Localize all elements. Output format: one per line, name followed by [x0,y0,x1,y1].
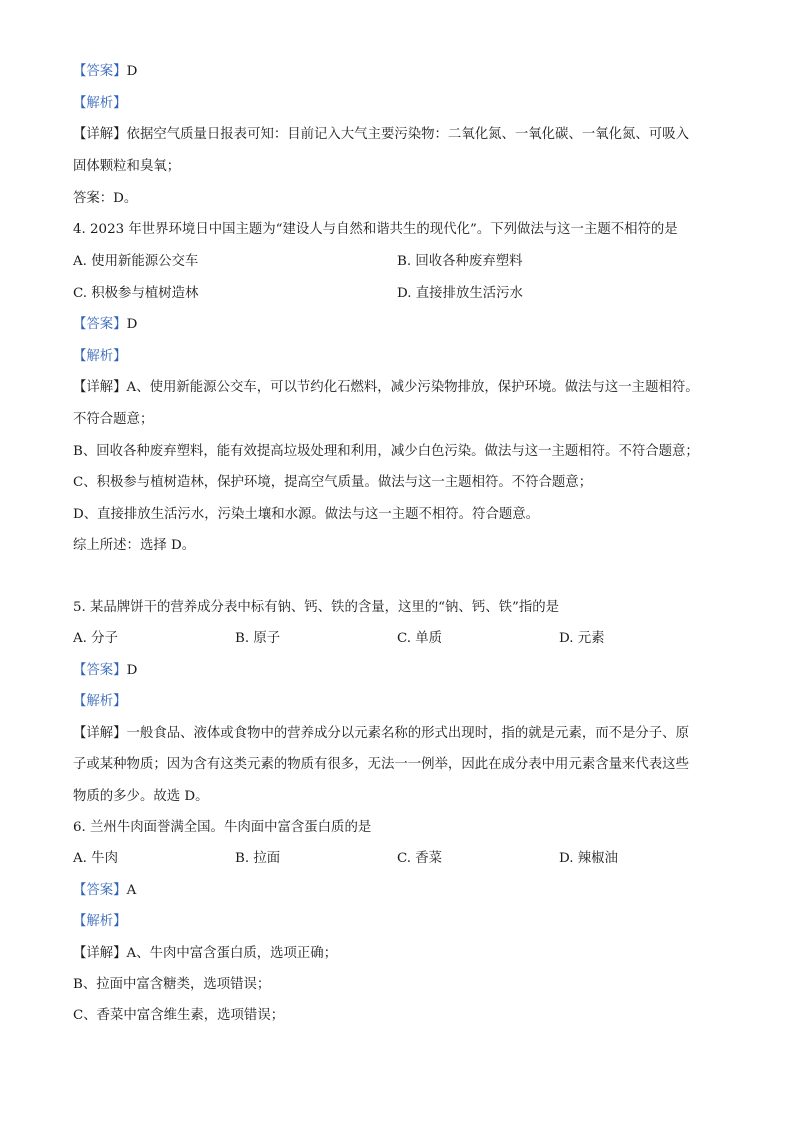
answer-option: D. 辣椒油 [559,851,618,866]
section-tag: 【答案】 [73,663,127,678]
answer-option: B. 原子 [235,631,281,646]
text-line [73,505,539,525]
answer-option: C. 积极参与植树造林 [73,286,199,301]
line-text: D [126,64,138,79]
section-tag: 【解析】 [73,96,127,111]
section-tag: 【解析】 [73,349,127,364]
text-line [73,724,689,744]
line-text: 【详解】A、牛肉中富含蛋白质，选项正确； [73,946,338,961]
line-text: 【详解】一般食品、液体或食物中的营养成分以元素名称的形式出现时，指的就是元素，而不是分子、原 [73,726,689,741]
line-text: 6. 兰州牛肉面誉满全国。牛肉面中富含蛋白质的是 [73,820,372,835]
line-text: D、直接排放生活污水，污染土壤和水源。做法与这一主题不相符。符合题意。 [73,507,540,522]
line-text: 物质的多少。故选 D。 [73,789,209,804]
section-tag: 【答案】 [73,317,127,332]
section-tag: 【解析】 [73,694,127,709]
section-tag: 【答案】 [73,64,127,79]
text-line [73,62,137,82]
text-line [73,347,127,367]
text-line [73,536,195,556]
text-line [73,661,137,681]
answer-option: C. 单质 [397,631,443,646]
section-tag: 【答案】 [73,883,127,898]
text-line [73,315,137,335]
line-text: 子或某种物质；因为含有这类元素的物质有很多，无法一一例举，因此在成分表中用元素含量来代表这些 [73,757,689,772]
line-text: 固体颗粒和臭氧； [73,159,181,174]
answer-option: A. 分子 [73,631,118,646]
text-line [73,378,699,398]
section-tag: 【解析】 [73,914,127,929]
text-line [73,125,689,145]
line-text: D [126,663,138,678]
text-line [73,787,209,807]
text-line [73,473,592,493]
text-line [73,944,337,964]
answer-option: B. 回收各种废弃塑料 [397,254,523,269]
line-text: B、拉面中富含糖类，选项错误； [73,977,271,992]
line-text: C、香菜中富含维生素，选项错误； [73,1008,285,1023]
text-line [73,1006,284,1026]
line-text: 不符合题意； [73,412,154,427]
text-line [73,755,689,775]
answer-option: D. 直接排放生活污水 [397,286,523,301]
text-line [73,881,136,901]
text-line [73,442,699,462]
text-line [73,912,127,932]
line-text: A [126,883,137,898]
line-text: 5. 某品牌饼干的营养成分表中标有钠、钙、铁的含量，这里的“钠、钙、铁”指的是 [73,600,560,615]
answer-option: A. 使用新能源公交车 [73,254,199,269]
text-line [73,157,180,177]
answer-option: B. 拉面 [235,851,281,866]
line-text: 4. 2023 年世界环境日中国主题为“建设人与自然和谐共生的现代化”。下列做法与这一主题不相符的是 [73,222,678,237]
line-text: D [126,317,138,332]
text-line [73,818,371,838]
text-line [73,975,270,995]
text-line [73,94,127,114]
line-text: 【详解】依据空气质量日报表可知：目前记入大气主要污染物：二氧化氮、一氧化碳、一氧化氮、可吸入 [73,127,689,142]
text-line [73,598,559,618]
answer-option: A. 牛肉 [73,851,118,866]
line-text: C、积极参与植树造林，保护环境，提高空气质量。做法与这一主题相符。不符合题意； [73,475,593,490]
text-line [73,410,153,430]
line-text: B、回收各种废弃塑料，能有效提高垃圾处理和利用，减少白色污染。做法与这一主题相符。不符合题意； [73,444,699,459]
line-text: 综上所述：选择 D。 [73,538,196,553]
text-line [73,220,678,240]
line-text: 答案：D。 [73,191,138,206]
answer-option: D. 元素 [559,631,605,646]
text-line [73,692,127,712]
text-line [73,189,137,209]
answer-option: C. 香菜 [397,851,443,866]
line-text: 【详解】A、使用新能源公交车，可以节约化石燃料，减少污染物排放，保护环境。做法与这一主题相符。 [73,380,699,395]
